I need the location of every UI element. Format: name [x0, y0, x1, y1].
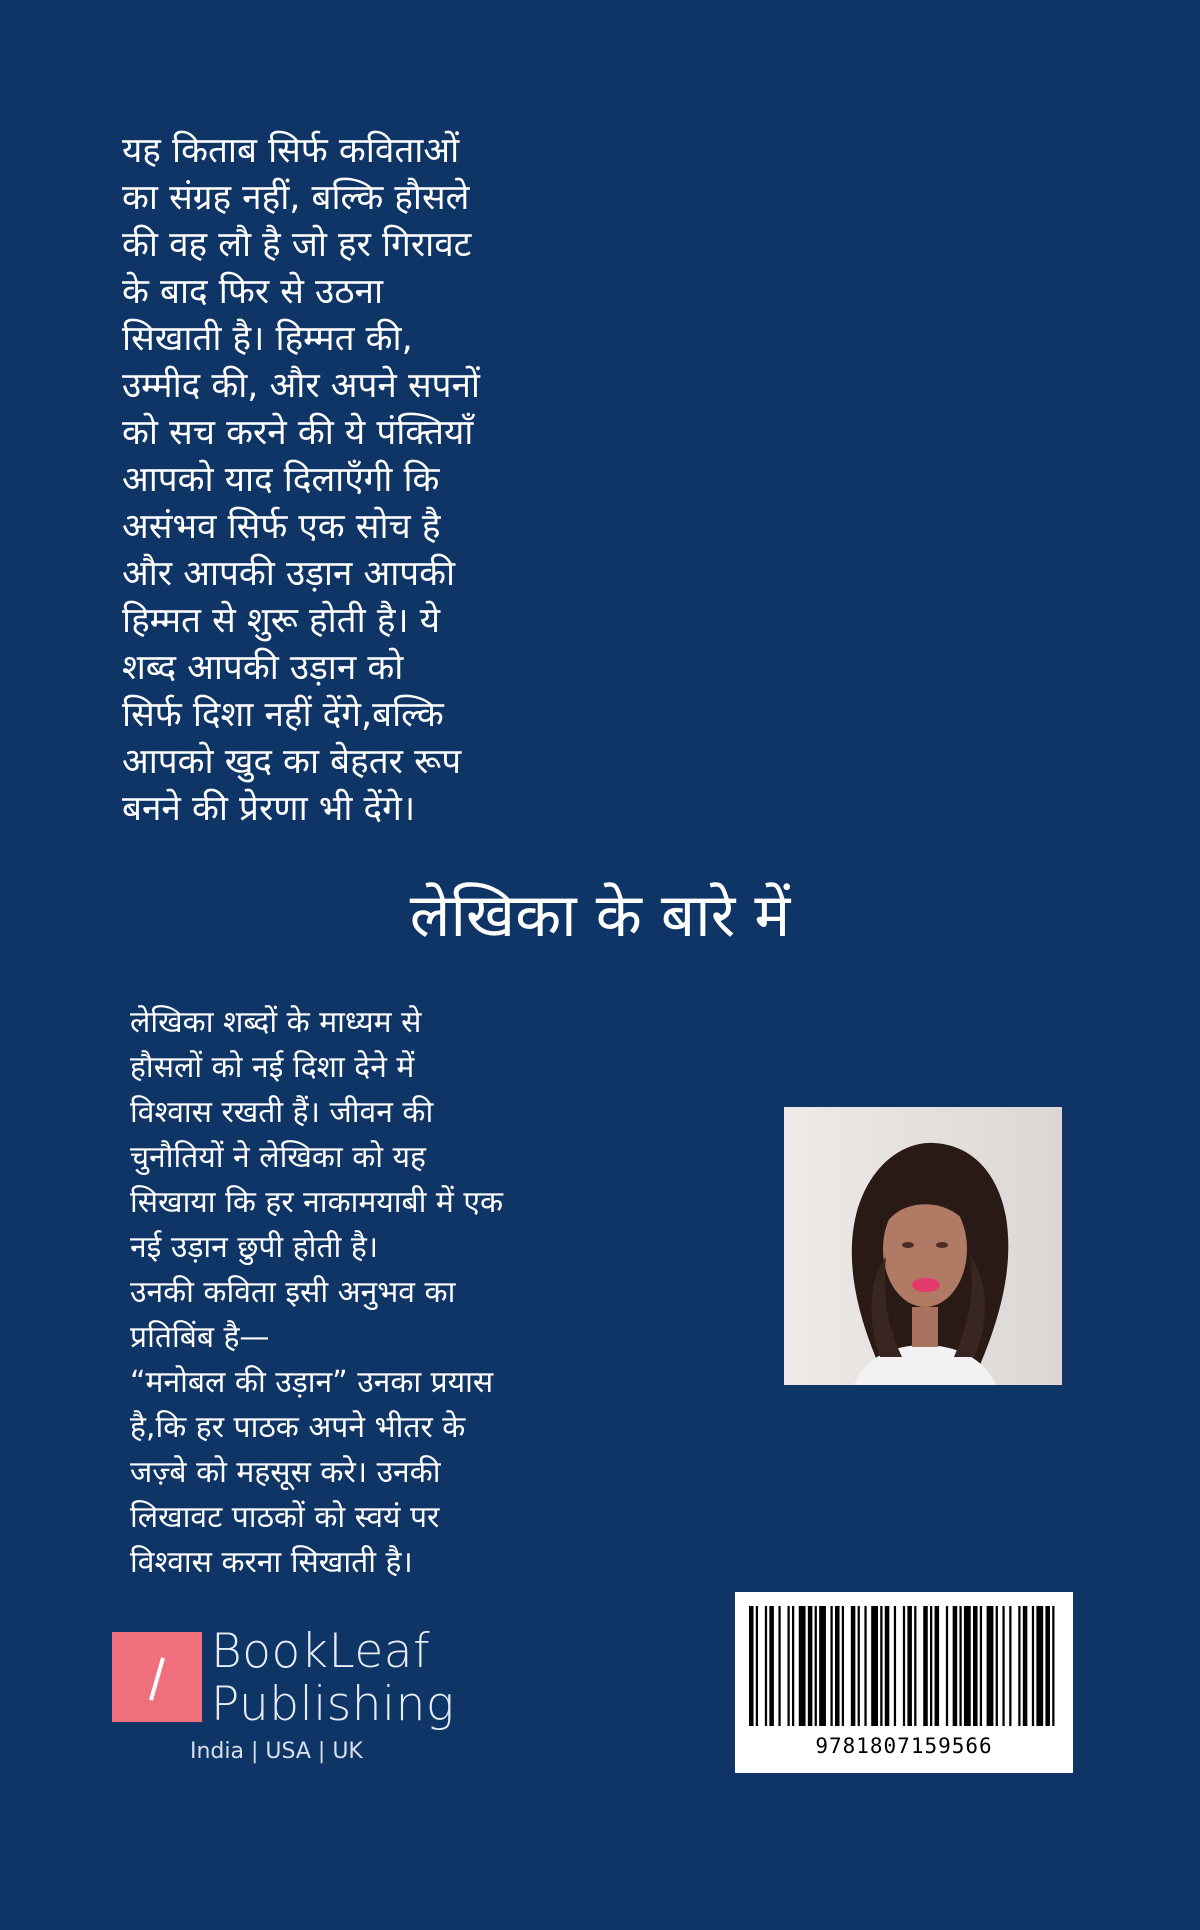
- barcode-bar: [749, 1606, 754, 1726]
- barcode-bar: [959, 1606, 961, 1726]
- bio-line: विश्वास रखती हैं। जीवन की: [130, 1095, 434, 1130]
- barcode-bar: [787, 1606, 789, 1726]
- barcode-bar: [1018, 1606, 1020, 1726]
- publisher-regions: India | USA | UK: [190, 1739, 363, 1764]
- barcode-bar: [808, 1606, 813, 1726]
- barcode-bar: [1002, 1606, 1004, 1726]
- author-bio: [130, 1000, 590, 1585]
- blurb-line: को सच करने की ये पंक्तियाँ: [122, 413, 474, 453]
- publisher-logo-mark: [112, 1632, 202, 1722]
- bio-line: प्रतिबिंब है—: [130, 1320, 270, 1355]
- barcode-bar: [885, 1606, 890, 1726]
- barcode-bar: [935, 1606, 940, 1726]
- blurb-line: उम्मीद की, और अपने सपनों: [122, 366, 480, 406]
- barcode-bar: [842, 1606, 844, 1726]
- bio-line: हौसलों को नई दिशा देने में: [130, 1050, 415, 1085]
- bio-line: लिखावट पाठकों को स्वयं पर: [130, 1500, 440, 1535]
- barcode-bar: [973, 1606, 978, 1726]
- bio-line: “मनोबल की उड़ान” उनका प्रयास: [130, 1365, 494, 1400]
- barcode-bar: [799, 1606, 806, 1726]
- bio-line: चुनौतियों ने लेखिका को यह: [130, 1140, 426, 1175]
- barcode-bar: [1023, 1606, 1028, 1726]
- bio-line: है,कि हर पाठक अपने भीतर के: [130, 1410, 466, 1445]
- blurb-line: असंभव सिर्फ एक सोच है: [122, 507, 441, 547]
- barcode-bar: [980, 1606, 982, 1726]
- barcode-bar: [894, 1606, 896, 1726]
- isbn-barcode: [735, 1592, 1073, 1773]
- bio-line: विश्वास करना सिखाती है।: [130, 1545, 413, 1580]
- barcode-bar: [871, 1606, 878, 1726]
- barcode-bar: [792, 1606, 794, 1726]
- barcode-bar: [1036, 1606, 1043, 1726]
- barcode-bar: [953, 1606, 958, 1726]
- blurb-line: आपको याद दिलाएँगी कि: [122, 460, 440, 500]
- barcode-bar: [1045, 1606, 1050, 1726]
- barcode-bar: [819, 1606, 826, 1726]
- slash-icon: [149, 1657, 165, 1700]
- barcode-bar: [903, 1606, 905, 1726]
- barcode-bar: [778, 1606, 780, 1726]
- back-cover-blurb: [122, 128, 562, 833]
- barcode-bar: [946, 1606, 948, 1726]
- blurb-line: सिर्फ दिशा नहीं देंगे,बल्कि: [122, 695, 444, 735]
- author-portrait-illustration: [784, 1107, 1062, 1385]
- barcode-bar: [914, 1606, 916, 1726]
- blurb-line: यह किताब सिर्फ कविताओं: [122, 131, 460, 171]
- bio-line: लेखिका शब्दों के माध्यम से: [130, 1005, 422, 1040]
- bio-line: उनकी कविता इसी अनुभव का: [130, 1275, 456, 1310]
- barcode-bar: [907, 1606, 912, 1726]
- blurb-line: सिखाती है। हिम्मत की,: [122, 319, 413, 359]
- bio-line: जज़्बे को महसूस करे। उनकी: [130, 1455, 441, 1490]
- blurb-line: की वह लौ है जो हर गिरावट: [122, 225, 472, 265]
- publisher-name-line2: Publishing: [211, 1677, 455, 1732]
- blurb-line: और आपकी उड़ान आपकी: [122, 554, 456, 594]
- barcode-bar: [880, 1606, 882, 1726]
- about-author-heading: लेखिका के बारे में: [409, 881, 791, 951]
- publisher-name: [211, 1625, 455, 1731]
- blurb-line: के बाद फिर से उठना: [122, 272, 384, 312]
- barcode-bar: [987, 1606, 994, 1726]
- barcode-bar: [830, 1606, 832, 1726]
- isbn-number: 9781807159566: [815, 1734, 993, 1758]
- barcode-bar: [964, 1606, 971, 1726]
- bio-line: सिखाया कि हर नाकामयाबी में एक: [130, 1185, 504, 1220]
- blurb-line: का संग्रह नहीं, बल्कि हौसले: [122, 178, 470, 218]
- barcode-bar: [756, 1606, 758, 1726]
- barcode-bar: [815, 1606, 817, 1726]
- barcode-bar: [835, 1606, 840, 1726]
- barcode-bar: [765, 1606, 767, 1726]
- blurb-line: आपको खुद का बेहतर रूप: [122, 742, 462, 782]
- publisher-name-line1: BookLeaf: [211, 1624, 431, 1679]
- blurb-line: हिम्मत से शुरू होती है। ये: [122, 601, 441, 641]
- barcode-bar: [858, 1606, 860, 1726]
- barcode-bar: [864, 1606, 866, 1726]
- barcode-bar: [1032, 1606, 1034, 1726]
- barcode-bar: [996, 1606, 998, 1726]
- barcode-bars: [749, 1606, 1059, 1726]
- barcode-bar: [1009, 1606, 1011, 1726]
- author-photo: [784, 1107, 1062, 1385]
- barcode-bar: [1052, 1606, 1054, 1726]
- blurb-line: शब्द आपकी उड़ान को: [122, 648, 404, 688]
- blurb-line: बनने की प्रेरणा भी देंगे।: [122, 789, 416, 829]
- barcode-bar: [923, 1606, 928, 1726]
- barcode-bar: [930, 1606, 932, 1726]
- barcode-bar: [769, 1606, 774, 1726]
- barcode-bar: [851, 1606, 856, 1726]
- bio-line: नई उड़ान छुपी होती है।: [130, 1230, 379, 1265]
